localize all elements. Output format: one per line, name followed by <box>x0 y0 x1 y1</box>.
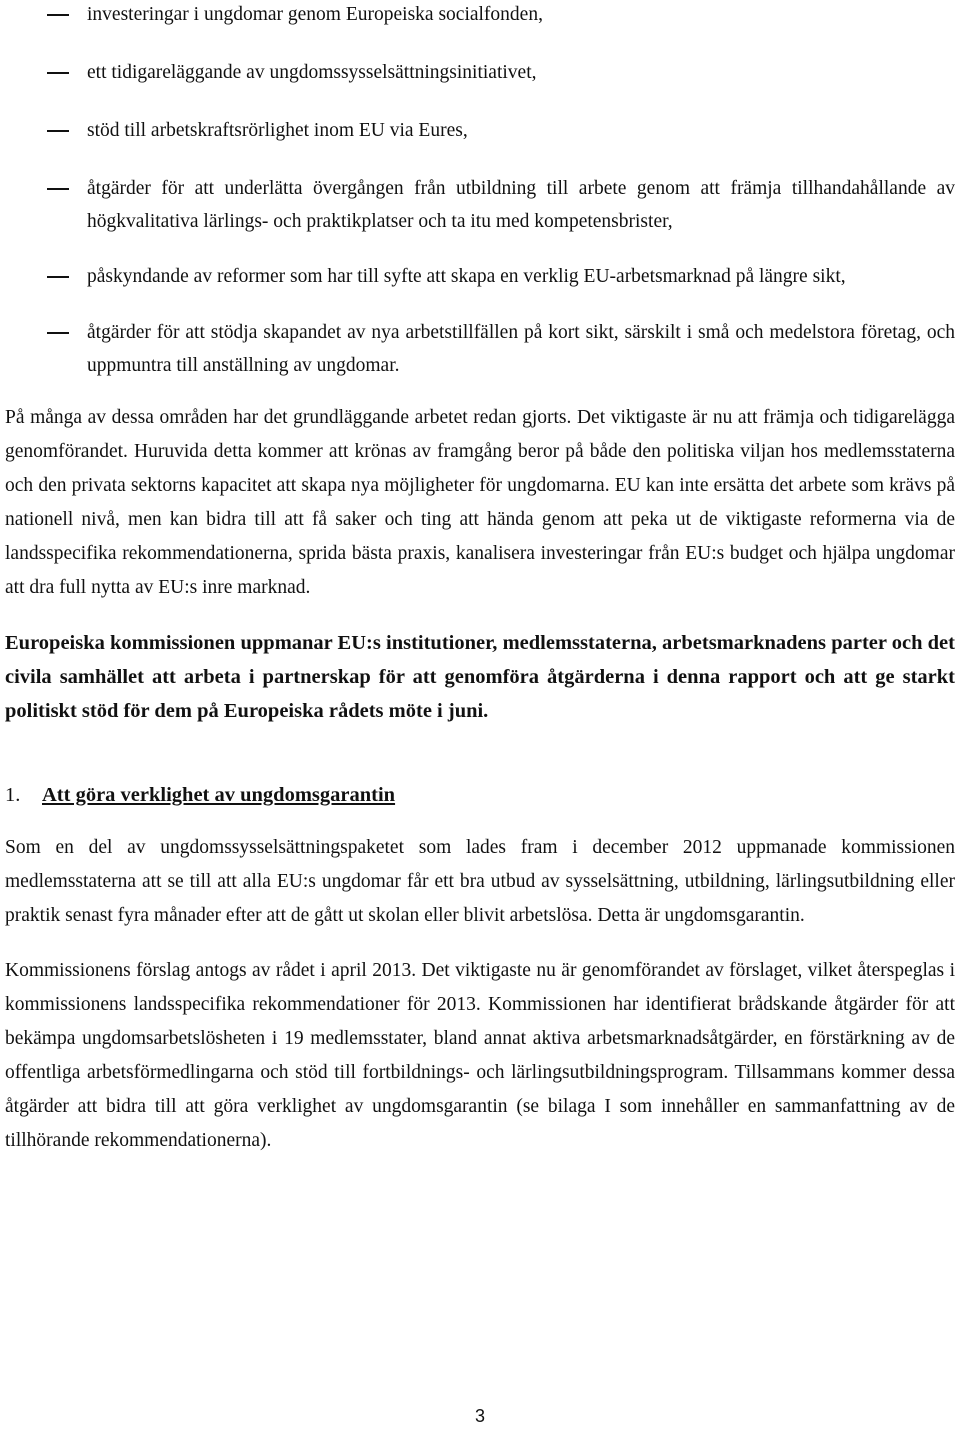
list-item-text: påskyndande av reformer som har till syfte att skapa en verklig EU-arbetsmarknad på längre sikt, <box>87 266 846 287</box>
document-page <box>5 0 955 1158</box>
bullet-list <box>5 0 955 382</box>
section-title: Att göra verklighet av ungdomsgarantin <box>42 784 396 806</box>
dash-bullet-icon <box>47 14 69 16</box>
list-item-text: åtgärder för att underlätta övergången från utbildning till arbete genom att främja tillhandahållande av högkvalitativa lärlings- och praktikplatser och ta itu med kompetensbrister, <box>87 178 955 232</box>
body-paragraph: Som en del av ungdomssysselsättningspaketet som lades fram i december 2012 uppmanade kommissionen medlemsstaterna att se till att alla EU:s ungdomar får ett bra utbud av sysselsättning, utbildning, lärlingsutbildning eller praktik senast fyra månader efter att de gått ut skolan eller blivit arbetslösa. Detta är ungdomsgarantin. <box>5 837 955 926</box>
list-item <box>5 56 955 89</box>
list-item <box>5 172 955 238</box>
dash-bullet-icon <box>47 188 69 190</box>
list-item <box>5 316 955 382</box>
dash-bullet-icon <box>47 72 69 74</box>
list-item-text: ett tidigareläggande av ungdomssysselsättningsinitiativet, <box>87 62 537 83</box>
call-to-action-paragraph: Europeiska kommissionen uppmanar EU:s institutioner, medlemsstaterna, arbetsmarknadens parter och det civila samhället att arbeta i partnerskap för att genomföra åtgärderna i denna rapport och att ge starkt politiskt stöd för dem på Europeiska rådets möte i juni. <box>5 632 955 722</box>
list-item-text: åtgärder för att stödja skapandet av nya arbetstillfällen på kort sikt, särskilt i små och medelstora företag, och uppmuntra till anställning av ungdomar. <box>87 322 955 376</box>
dash-bullet-icon <box>47 276 69 278</box>
list-item-text: investeringar i ungdomar genom Europeiska socialfonden, <box>87 4 543 25</box>
dash-bullet-icon <box>47 332 69 334</box>
body-paragraph: På många av dessa områden har det grundläggande arbetet redan gjorts. Det viktigaste är nu att främja och tidigarelägga genomförandet. Huruvida detta kommer att krönas av framgång beror på både den politiska viljan hos medlemsstaterna och den privata sektorns kapacitet att skapa nya möjligheter för ungdomarna. EU kan inte ersätta det arbete som krävs på nationell nivå, men kan bidra till att få saker och ting att hända genom att peka ut de viktigaste reformerna via de landsspecifika rekommendationerna, sprida bästa praxis, kanalisera investeringar från EU:s budget och hjälpa ungdomar att dra full nytta av EU:s inre marknad. <box>5 407 955 598</box>
list-item <box>5 0 955 31</box>
list-item <box>5 260 955 293</box>
dash-bullet-icon <box>47 130 69 132</box>
section-number: 1. <box>5 784 21 806</box>
section-heading <box>5 778 955 812</box>
list-item-text: stöd till arbetskraftsrörlighet inom EU via Eures, <box>87 120 468 141</box>
list-item <box>5 114 955 147</box>
body-paragraph: Kommissionens förslag antogs av rådet i april 2013. Det viktigaste nu är genomförandet av förslaget, vilket återspeglas i kommissionens landsspecifika rekommendationer för 2013. Kommissionen har identifierat brådskande åtgärder för att bekämpa ungdomsarbetslösheten i 19 medlemsstater, bland annat aktiva arbetsmarknadsåtgärder, en förstärkning av de offentliga arbetsförmedlingarna och stöd till fortbildnings- och lärlingsutbildningsprogram. Tillsammans kommer dessa åtgärder att bidra till att göra verklighet av ungdomsgarantin (se bilaga I som innehåller en sammanfattning av de tillhörande rekommendationerna). <box>5 960 955 1151</box>
page-number: 3 <box>474 1406 485 1426</box>
